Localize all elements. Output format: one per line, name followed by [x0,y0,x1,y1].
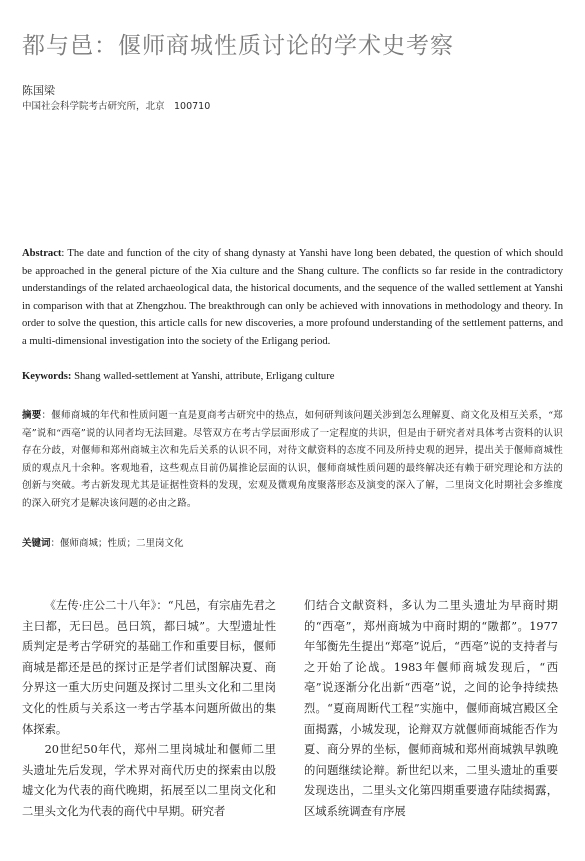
author-name: 陈国梁 [22,84,55,97]
chinese-abstract [22,407,563,513]
english-abstract [22,245,563,351]
english-abstract-text: : The date and function of the city of shang dynasty at Yanshi have long been debated, the question of which should be approached in the general picture of the Xia culture and the Shang culture. The conflicts so far reside in the contradictory understandings of the related archaeological data, the historical documents, and the sequence of the walled settlement at Yanshi in comparison with that at Zhengzhou. The breakthrough can only be achieved with innovations in methodology and theory. In order to solve the question, this article calls for new discoveries, a more profound understanding of the settlement patterns, and a multi-dimensional investigation into the society of the Erligang period. [22,248,563,347]
body-paragraph: 20世纪50年代，郑州二里岗城址和偃师二里头遗址先后发现，学术界对商代历史的探索由以殷墟文化为代表的商代晚期，拓展至以二里岗文化和二里头文化为代表的商代中早期。研究者 [22,743,276,818]
english-keywords-text: Shang walled-settlement at Yanshi, attribute, Erligang culture [71,371,335,382]
chinese-keywords-text: ：偃师商城；性质；二里岗文化 [50,538,184,549]
chinese-keywords-label: 关键词 [22,538,51,549]
english-abstract-label: Abstract [22,248,62,259]
body-paragraph: 《左传·庄公二十八年》：“凡邑，有宗庙先君之主曰都，无曰邑。邑曰筑，都曰城”。大型遗址性质判定是考古学研究的基础工作和重要目标，偃师商城是都还是邑的探讨正是学者们试图解决夏、商分界这一重大历史问题及探讨二里头文化和二里岗文化的性质与关系这一考古学基本问题所做出的集体探索。 [22,599,276,736]
body-paragraph: 们结合文献资料，多认为二里头遗址为早商时期的“西亳”，郑州商城为中商时期的“隞都”。1977年邹衡先生提出“郑亳”说后，“西亳”说的支持者与之开始了论战。1983年偃师商城发现后，“西亳”说逐渐分化出新“西亳”说，之间的论争持续热烈。“夏商周断代工程”实施中，偃师商城宫殿区全面揭露，小城发现，论辩双方就偃师商城能否作为夏、商分界的坐标，偃师商城和郑州商城孰早孰晚的问题继续论辩。新世纪以来，二里头遗址的重要发现迭出，二里头文化第四期重要遗存陆续揭露，区域系统调查有序展 [304,599,558,818]
chinese-keywords [22,536,563,552]
body-column-right [304,596,558,823]
author-affiliation: 中国社会科学院考古研究所，北京 100710 [22,101,211,112]
body-column-left [22,596,276,823]
chinese-abstract-label: 摘要 [22,410,42,421]
english-keywords [22,369,563,385]
english-keywords-label: Keywords: [22,371,72,382]
chinese-abstract-text: ：偃师商城的年代和性质问题一直是夏商考古研究中的热点，如何研判该问题关涉到怎么理解夏、商文化及相互关系，“郑亳”说和“西亳”说的认同者均无法回避。尽管双方在考古学层面形成了一定程度的共识，但是由于研究者对具体考古资料的认识存在分歧，对偃师和郑州商城主次和先后关系的认识不同，对待文献资料的态度不同及所持史观的迥异，提出关于偃师商城性质的观点凡十余种。客观地看，这些观点目前仍属推论层面的认识，偃师商城性质问题的最终解决还有赖于研究理论和方法的创新与突破。考古新发现尤其是证据性资料的发现，宏观及微观角度聚落形态及演变的深入了解，二里岗文化时期社会多维度的深入研究才是解决该问题的必由之路。 [22,410,563,509]
article-title: 都与邑：偃师商城性质讨论的学术史考察 [22,33,454,59]
